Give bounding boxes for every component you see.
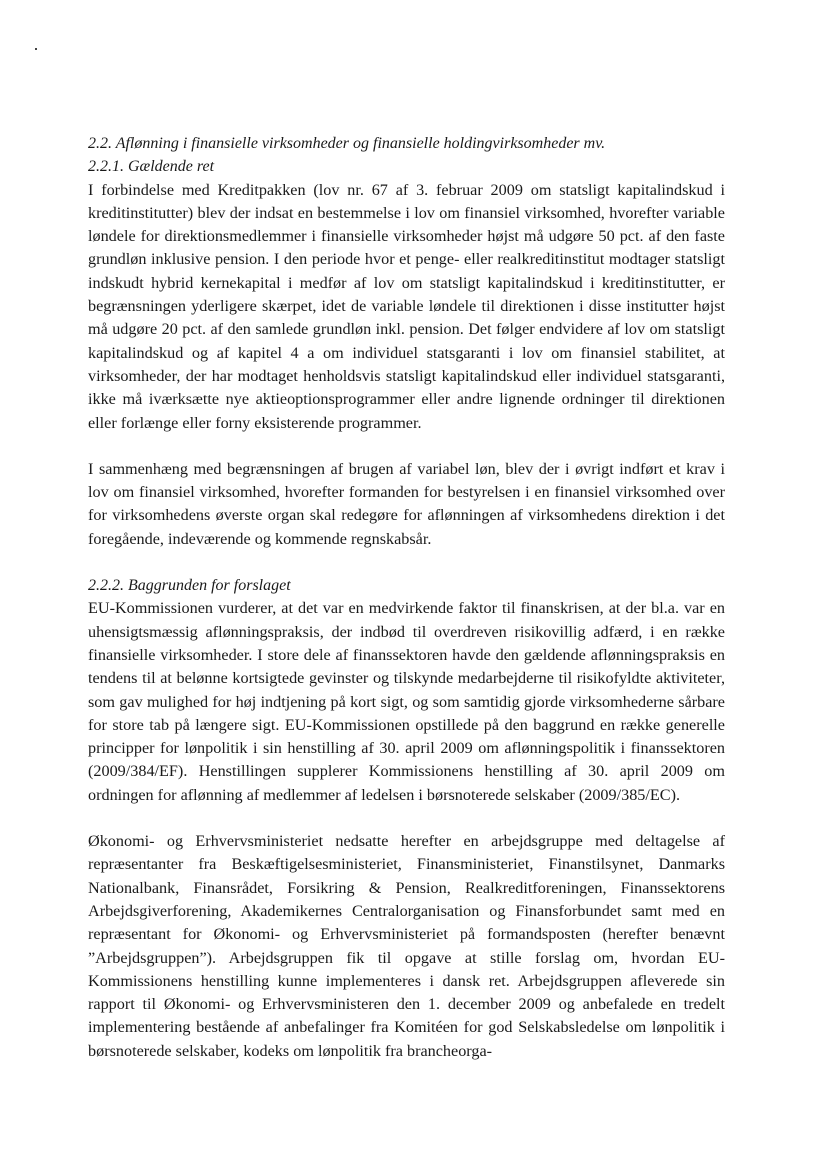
scan-speck — [35, 48, 37, 50]
paragraph-spacer — [88, 807, 725, 830]
document-body — [88, 132, 725, 1063]
section-spacer — [88, 551, 725, 574]
paragraph-spacer — [88, 435, 725, 458]
paragraph-gaeldende-ret-2: I sammenhæng med begrænsningen af brugen af variabel løn, blev der i øvrigt indført et krav i lov om finansiel virksomhed, hvorefter formanden for bestyrelsen i en finansiel virksomhed over for virksomhedens øverste organ skal redegøre for aflønningen af virksomhedens direktion i det foregående, indeværende og kommende regnskabsår. — [88, 459, 725, 548]
paragraph-baggrund-1: EU-Kommissionen vurderer, at det var en medvirkende faktor til finanskrisen, at der bl.a. var en uhensigtsmæssig aflønningspraksis, der indbød til overdreven risikovillig adfærd, i en række finansielle virksomheder. I store dele af finanssektoren havde den gældende aflønningspraksis en tendens til at belønne kortsigtede gevinster og tilskynde medarbejderne til risikofyldte aktiviteter, som gav mulighed for høj indtjening på kort sigt, og som samtidig gjorde virksomhederne sårbare for store tab på længere sigt. EU-Kommissionen opstillede på den baggrund en række generelle principper for lønpolitik i sin henstilling af 30. april 2009 om aflønningspolitik i finanssektoren (2009/384/EF). Henstillingen supplerer Kommissionens henstilling af 30. april 2009 om ordningen for aflønning af medlemmer af ledelsen i børsnoterede selskaber (2009/385/EC). — [88, 599, 725, 804]
section-heading-2-2-1: 2.2.1. Gældende ret — [88, 158, 215, 176]
paragraph-gaeldende-ret-1: I forbindelse med Kreditpakken (lov nr. 67 af 3. februar 2009 om statsligt kapitalindskud i kreditinstitutter) blev der indsat en bestemmelse i lov om finansiel virksomhed, hvorefter variable løndele for direktionsmedlemmer i finansielle virksomheder højst må udgøre 50 pct. af den faste grundløn inklusive pension. I den periode hvor et penge- eller realkreditinstitut modtager statsligt indskudt hybrid kernekapital i medfør af lov om statsligt kapitalindskud i kreditinstitutter, er begrænsningen yderligere skærpet, idet de variable løndele til direktionen i disse institutter højst må udgøre 20 pct. af den samlede grundløn inkl. pension. Det følger endvidere af lov om statsligt kapitalindskud og af kapitel 4 a om individuel statsgaranti i lov om finansiel stabilitet, at virksomheder, der har modtaget henholdsvis statsligt kapitalindskud eller individuel statsgaranti, ikke må iværksætte nye aktieoptionsprogrammer eller andre lignende ordninger til direktionen eller forlænge eller forny eksisterende programmer. — [88, 180, 725, 432]
section-heading-2-2: 2.2. Aflønning i finansielle virksomheder og finansielle holdingvirksomheder mv. — [88, 135, 606, 152]
paragraph-baggrund-2: Økonomi- og Erhvervsministeriet nedsatte herefter en arbejdsgruppe med deltagelse af repræsentanter fra Beskæftigelsesministeriet, Finansministeriet, Finanstilsynet, Danmarks Nationalbank, Finansrådet, Forsikring & Pension, Realkreditforeningen, Finanssektorens Arbejdsgiverforening, Akademikernes Centralorganisation og Finansforbundet samt med en repræsentant for Økonomi- og Erhvervsministeriet på formandsposten (herefter benævnt ”Arbejdsgruppen”). Arbejdsgruppen fik til opgave at stille forslag om, hvordan EU-Kommissionens henstilling kunne implementeres i dansk ret. Arbejdsgruppen afleverede sin rapport til Økonomi- og Erhvervsministeren den 1. december 2009 og anbefalede en tredelt implementering bestående af anbefalinger fra Komitéen for god Selskabsledelse om lønpolitik i børsnoterede selskaber, kodeks om lønpolitik fra brancheorga- — [88, 832, 725, 1060]
section-heading-2-2-2: 2.2.2. Baggrunden for forslaget — [88, 577, 291, 595]
